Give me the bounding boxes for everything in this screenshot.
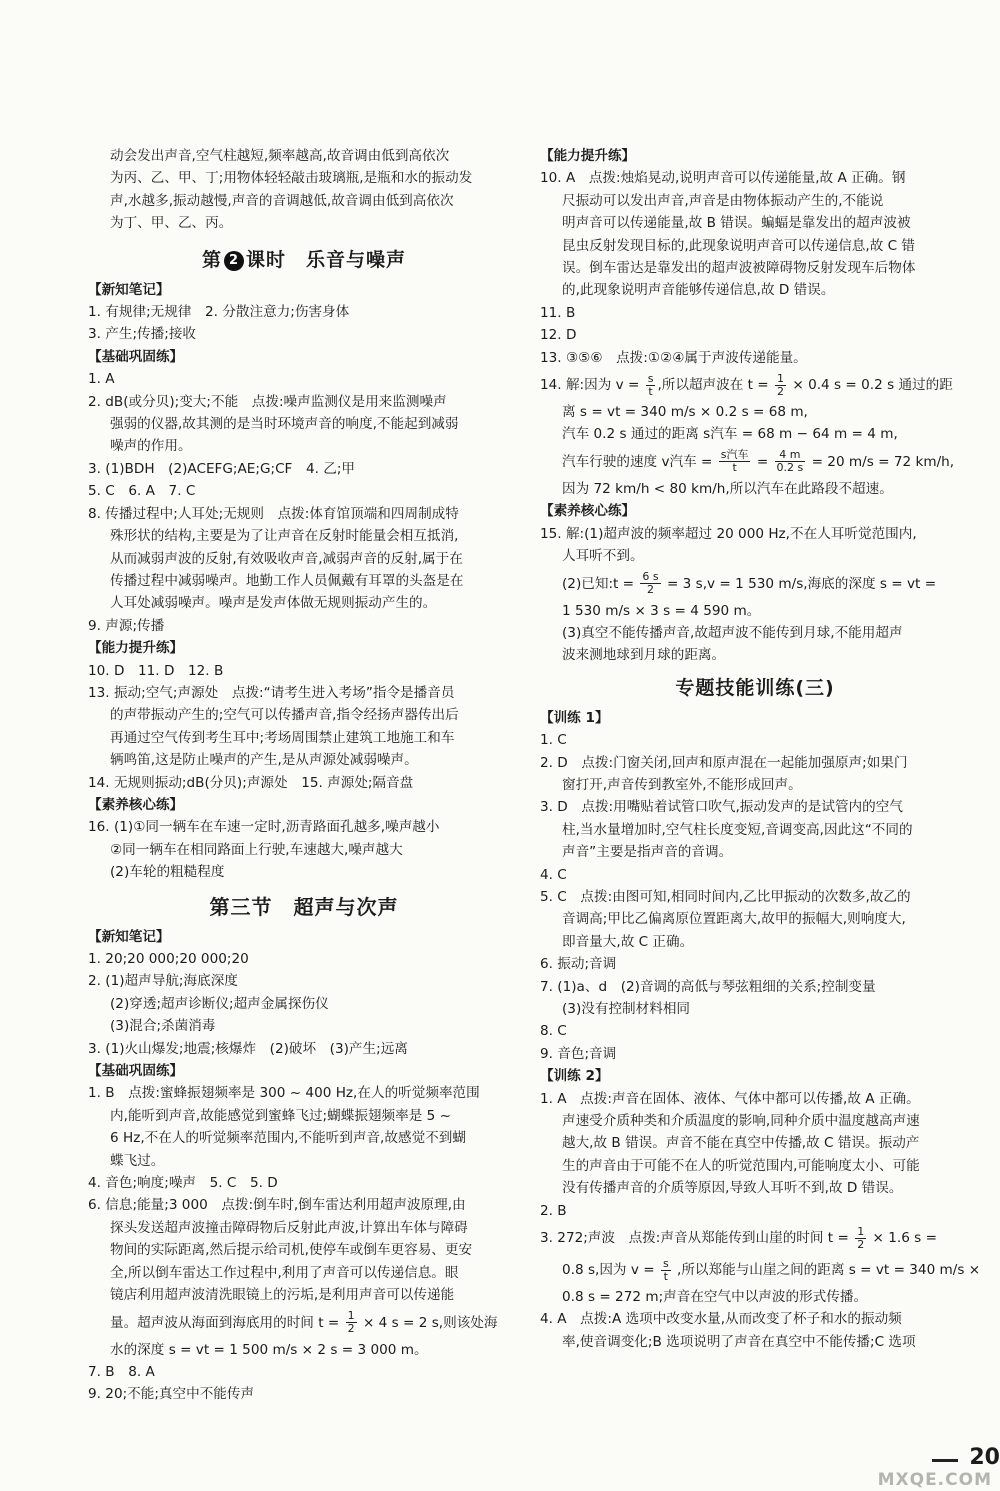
text-line: 8. 传播过程中;人耳处;无规则 点拨:体育馆顶端和四周制成特 <box>88 505 459 522</box>
fraction-line <box>88 1307 520 1339</box>
text: = 3 s,v = 1 530 m/s,海底的深度 s = vt = <box>666 575 937 592</box>
page-number-bar <box>932 1459 958 1462</box>
text: 量。超声波从海面到海底用的时间 t = <box>110 1314 340 1331</box>
text-line: 13. 振动;空气;声源处 点拨:“请考生进入考场”指令是播音员 <box>88 684 455 701</box>
fraction-denominator: t <box>648 384 653 398</box>
text-line: 生的声音由于可能不在人的听觉范围内,可能响度太小、可能 <box>562 1157 920 1174</box>
text-line: 为丙、乙、甲、丁;用物体轻轻敲击玻璃瓶,是瓶和水的振动发 <box>110 170 473 187</box>
text: = <box>756 453 769 470</box>
text-line: 3. 产生;传播;接收 <box>88 326 197 343</box>
text-line: 从而减弱声波的反射,有效吸收声音,减弱声音的反射,属于在 <box>110 550 463 567</box>
section-label: 【训练 1】 <box>540 709 609 726</box>
heading-prefix: 第 <box>201 248 222 271</box>
text-line: ②同一辆车在相同路面上行驶,车速越大,噪声越大 <box>110 841 403 858</box>
text-line: 越大,故 B 错误。声音不能在真空中传播,故 C 错误。振动产 <box>562 1135 920 1152</box>
fraction-numerator: 1 <box>857 1224 865 1238</box>
section-label: 【素养核心练】 <box>88 796 184 813</box>
text-line: 13. ③⑤⑥ 点拨:①②④属于声波传递能量。 <box>540 349 807 366</box>
text-line: 1. B 点拨:蜜蜂振翅频率是 300 ~ 400 Hz,在人的听觉频率范围 <box>88 1085 480 1102</box>
text: × 0.4 s = 0.2 s 通过的距 <box>792 377 953 394</box>
fraction-denominator: 2 <box>857 1237 865 1251</box>
text-line: 柱,当水量增加时,空气柱长度变短,音调变高,因此这“不同的 <box>562 821 913 838</box>
heading-title: 课时 乐音与噪声 <box>246 248 407 271</box>
text-line: 6. 振动;音调 <box>540 956 617 973</box>
problem-15 <box>540 500 970 666</box>
text-line <box>540 1222 970 1254</box>
text-line: 离 s = vt = 340 m/s × 0.2 s = 68 m, <box>562 404 808 421</box>
text-line: 0.8 s = 272 m;声音在空气中以声波的形式传播。 <box>562 1289 868 1306</box>
text: 汽车行驶的速度 v汽车 = <box>562 453 713 470</box>
text-line: 6. 信息;能量;3 000 点拨:倒车时,倒车雷达利用超声波原理,由 <box>88 1197 466 1214</box>
text-line: 12. D <box>540 327 577 344</box>
fraction <box>775 449 806 474</box>
fraction-numerator: 1 <box>347 1309 355 1322</box>
fraction-numerator: s <box>647 371 654 385</box>
text-line: 5. C 6. A 7. C <box>88 483 196 500</box>
text-line: 1. A <box>88 371 115 388</box>
text-line <box>540 1254 981 1286</box>
ability-answers <box>540 145 970 369</box>
text-line: 波来测地球到月球的距离。 <box>562 647 726 664</box>
fraction-denominator: 2 <box>777 384 785 398</box>
text-line: 9. 音色;音调 <box>540 1045 617 1062</box>
text-line: 为丁、甲、乙、丙。 <box>110 215 233 232</box>
fraction <box>855 1226 866 1251</box>
fraction-denominator: 2 <box>647 583 655 596</box>
section-label: 【训练 2】 <box>540 1068 609 1085</box>
text-line: 水的深度 s = vt = 1 500 m/s × 2 s = 3 000 m。 <box>110 1341 428 1358</box>
text-line: (2)穿透;超声诊断仪;超声金属探伤仪 <box>110 995 329 1012</box>
fraction <box>346 1310 357 1335</box>
text-line: (2)车轮的粗糙程度 <box>110 864 225 881</box>
text-line: 传播过程中减弱噪声。地勤工作人员佩戴有耳罩的头盔是在 <box>110 572 464 589</box>
text-line: 2. B <box>540 1202 567 1219</box>
text: ,所以郑能与山崖之间的距离 s = vt = 340 m/s × <box>677 1262 981 1279</box>
text: 3. 272;声波 点拨:声音从郑能传到山崖的时间 t = <box>540 1230 849 1247</box>
lesson-heading-2 <box>88 247 520 273</box>
text-line: 汽车 0.2 s 通过的距离 s汽车 = 68 m − 64 m = 4 m, <box>562 426 898 443</box>
text-line: 6 Hz,不在人的听觉频率范围内,不能听到声音,故感觉不到蝴 <box>110 1130 466 1147</box>
text: 0.8 s,因为 v = <box>562 1262 655 1279</box>
topic-heading: 专题技能训练(三) <box>675 676 835 699</box>
text-line: 没有传播声音的介质等原因,导致人耳听不到,故 D 错误。 <box>562 1180 903 1197</box>
left-column <box>88 145 520 1406</box>
text-line: 2. (1)超声导航;海底深度 <box>88 973 238 990</box>
fraction <box>640 571 660 596</box>
text-line: 声音”主要是指声音的音调。 <box>562 844 733 861</box>
training2-answers-end <box>540 1308 970 1353</box>
text: = 20 m/s = 72 km/h, <box>811 453 955 470</box>
fraction-denominator: 0.2 s <box>776 461 804 475</box>
text-line: 1. 有规律;无规律 2. 分散注意力;伤害身体 <box>88 304 350 321</box>
section-3-answers <box>88 926 520 1307</box>
lesson-2-answers <box>88 279 520 884</box>
text-line: 的声带振动产生的;空气可以传播声音,指令经扬声器传出后 <box>110 707 459 724</box>
text-line: 9. 声源;传播 <box>88 617 165 634</box>
fraction-denominator: t <box>663 1269 668 1283</box>
section-label: 【能力提升练】 <box>540 148 636 164</box>
fraction <box>719 449 751 474</box>
fraction-denominator: 2 <box>347 1322 355 1335</box>
text-line: 尺振动可以发出声音,声音是由物体振动产生的,不能说 <box>562 192 884 209</box>
text-line: 1. C <box>540 732 567 749</box>
text-line: 4. 音色;响度;噪声 5. C 5. D <box>88 1175 278 1192</box>
text-line: (3)真空不能传播声音,故超声波不能传到月球,不能用超声 <box>562 624 903 641</box>
text-line: 4. C <box>540 866 567 883</box>
problem-14 <box>540 369 970 500</box>
text-line: 5. C 点拨:由图可知,相同时间内,乙比甲振动的次数多,故乙的 <box>540 888 911 905</box>
text-line: 8. C <box>540 1023 567 1040</box>
text-line: (3)混合;杀菌消毒 <box>110 1018 216 1035</box>
lesson-number-badge: 2 <box>224 251 244 271</box>
text-line: 强弱的仪器,故其测的是当时环境声音的响度,不能起到减弱 <box>110 416 459 433</box>
text-line: 因为 72 km/h < 80 km/h,所以汽车在此路段不超速。 <box>562 480 893 497</box>
text-line: 14. 无规则振动;dB(分贝);声源处 15. 声源处;隔音盘 <box>88 774 414 791</box>
text-line: 1 530 m/s × 3 s = 4 590 m。 <box>562 602 761 619</box>
text-line: 1. 20;20 000;20 000;20 <box>88 951 249 967</box>
text-line: 4. A 点拨:A 选项中改变水量,从而改变了杯子和水的振动频 <box>540 1311 902 1328</box>
text-line: 蝶飞过。 <box>110 1152 165 1169</box>
fraction-numerator: 4 m <box>775 449 806 462</box>
training2-problem-3 <box>540 1222 981 1308</box>
text-line: 噪声的作用。 <box>110 438 192 455</box>
section-label: 【基础巩固练】 <box>88 348 184 365</box>
right-column <box>540 145 981 1353</box>
text-line: 殊形状的结构,主要是为了让声音在反射时能量会相互抵消, <box>110 528 459 545</box>
section-label: 【新知笔记】 <box>88 281 170 298</box>
page-number: 20 <box>969 1445 1000 1470</box>
text-line: 全,所以倒车雷达工作过程中,利用了声音可以传递信息。眼 <box>110 1264 459 1281</box>
text-line: 3. (1)BDH (2)ACEFG;AE;G;CF 4. 乙;甲 <box>88 460 356 477</box>
text: (2)已知:t = <box>562 575 635 592</box>
text-line: 7. B 8. A <box>88 1363 155 1380</box>
text-line: 辆鸣笛,这是防止噪声的产生,是从声源处减弱噪声。 <box>110 752 418 769</box>
fraction <box>646 373 656 398</box>
section-label: 【能力提升练】 <box>88 640 184 657</box>
text-line <box>540 446 970 478</box>
text-line: 误。倒车雷达是靠发出的超声波被障碍物反射发现车后物体 <box>562 260 916 277</box>
text-line: 2. dB(或分贝);变大;不能 点拨:噪声监测仪是用来监测噪声 <box>88 393 447 410</box>
footer-watermark: MXQE.COM <box>877 1470 992 1490</box>
section-label: 【基础巩固练】 <box>88 1063 184 1080</box>
text: × 1.6 s = <box>872 1230 937 1247</box>
text-line: 动会发出声音,空气柱越短,频率越高,故音调由低到高依次 <box>110 148 450 164</box>
text-line: 11. B <box>540 304 576 321</box>
text-line: 10. A 点拨:烛焰晃动,说明声音可以传递能量,故 A 正确。钢 <box>540 170 906 187</box>
text-line: 声速受介质种类和介质温度的影响,同种介质中温度越高声速 <box>562 1113 920 1130</box>
text: × 4 s = 2 s,则该处海 <box>362 1314 498 1331</box>
text-line <box>540 369 970 401</box>
text-line: 昆虫反射发现目标的,此现象说明声音可以传递信息,故 C 错 <box>562 237 916 254</box>
fraction <box>661 1258 671 1283</box>
text-line: 16. (1)①同一辆车在车速一定时,沥青路面孔越多,噪声越小 <box>88 819 440 836</box>
text-line: 物间的实际距离,然后提示给司机,使停车或倒车更容易、更安 <box>110 1242 473 1259</box>
text-line: 人耳听不到。 <box>562 548 644 565</box>
text-line: 15. 解:(1)超声波的频率超过 20 000 Hz,不在人耳听觉范围内, <box>540 525 917 542</box>
fraction-numerator: s <box>662 1256 669 1270</box>
section-label: 【素养核心练】 <box>540 503 636 520</box>
text-line: 1. A 点拨:声音在固体、液体、气体中都可以传播,故 A 正确。 <box>540 1090 920 1107</box>
text-line: 音调高;甲比乙偏离原位置距离大,故甲的振幅大,则响度大, <box>562 911 906 928</box>
text-line: 7. (1)a、d (2)音调的高低与琴弦粗细的关系;控制变量 <box>540 978 876 995</box>
text-line: 即音量大,故 C 正确。 <box>562 933 694 950</box>
text-line: 声,水越多,振动越慢,声音的音调越低,故音调由低到高依次 <box>110 192 454 209</box>
text-line: 3. D 点拨:用嘴贴着试管口吹气,振动发声的是试管内的空气 <box>540 799 903 816</box>
text-line: 再通过空气传到考生耳中;考场周围禁止建筑工地施工和车 <box>110 729 455 746</box>
fraction <box>775 373 786 398</box>
section-3-answers-end <box>88 1339 520 1406</box>
text: 14. 解:因为 v = <box>540 377 640 394</box>
fraction-numerator: 1 <box>777 371 785 385</box>
text-line: 镜店利用超声波清洗眼镜上的污垢,是利用声音可以传递能 <box>110 1287 455 1304</box>
text-line: 3. (1)火山爆发;地震;核爆炸 (2)破坏 (3)产生;远离 <box>88 1040 408 1057</box>
text-line: 探头发送超声波撞击障碍物后反射此声波,计算出车体与障碍 <box>110 1219 468 1236</box>
text-line: 内,能听到声音,故能感觉到蜜蜂飞过;蝴蝶振翅频率是 5 ~ <box>110 1107 451 1124</box>
text-line: 明声音可以传递能量,故 B 错误。蝙蝠是靠发出的超声波被 <box>562 215 911 232</box>
text-line <box>540 568 970 600</box>
fraction-numerator: 6 s <box>642 570 659 583</box>
text-line: 率,使音调变化;B 选项说明了声音在真空中不能传播;C 选项 <box>562 1333 916 1350</box>
text-line: 人耳处减弱噪声。噪声是发声体做无规则振动产生的。 <box>110 595 437 612</box>
text-line: 2. D 点拨:门窗关闭,回声和原声混在一起能加强原声;如果门 <box>540 754 908 771</box>
fraction-numerator: s汽车 <box>720 448 749 462</box>
text: ,所以超声波在 t = <box>657 377 769 394</box>
text-line: 的,此现象说明声音能够传递信息,故 D 错误。 <box>562 282 835 299</box>
section-label: 【新知笔记】 <box>88 928 170 945</box>
training-answers <box>540 707 970 1222</box>
section-heading-3: 第三节 超声与次声 <box>209 894 399 919</box>
text-line: 9. 20;不能;真空中不能传声 <box>88 1386 255 1403</box>
fraction-denominator: t <box>732 461 737 475</box>
text-line: 10. D 11. D 12. B <box>88 662 224 679</box>
left-intro-block <box>88 145 520 235</box>
text-line: (3)没有控制材料相同 <box>562 1001 691 1017</box>
text-line: 窗打开,声音传到教室外,不能形成回声。 <box>562 776 802 793</box>
